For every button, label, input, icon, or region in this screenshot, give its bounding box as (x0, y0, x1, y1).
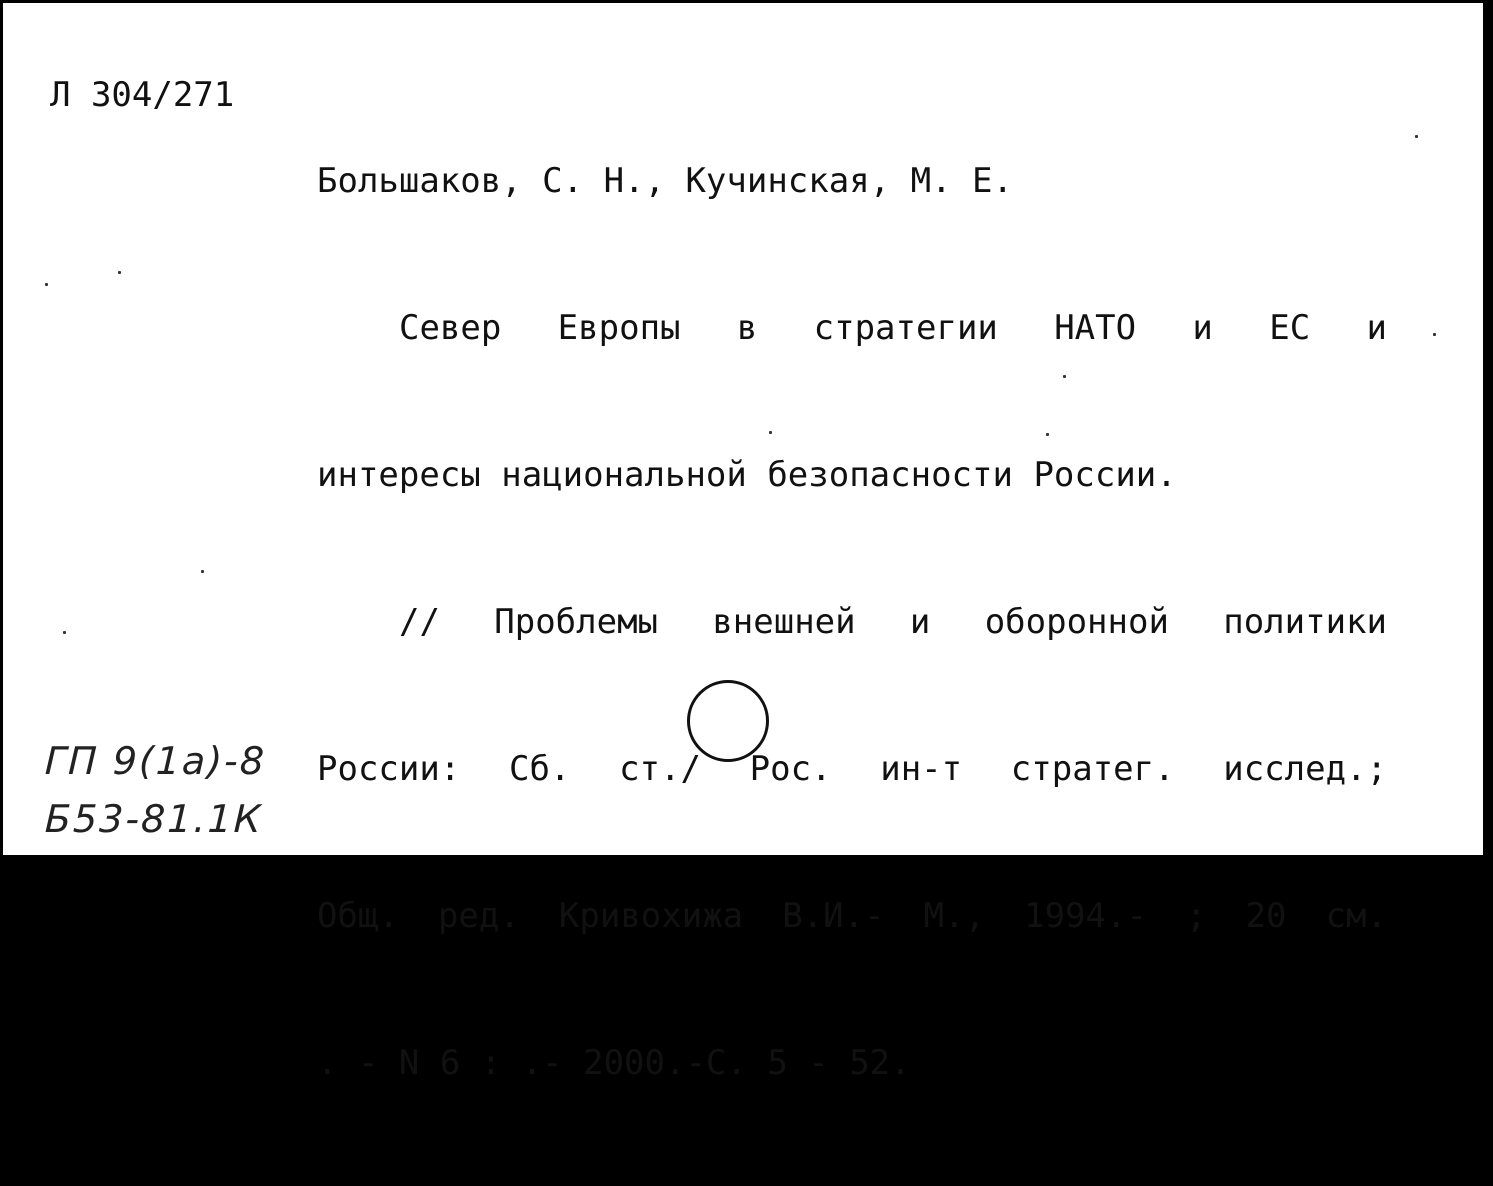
entry-source-line-1: // Проблемы внешней и оборонной политики (399, 602, 1387, 642)
scan-speck (1063, 375, 1066, 378)
entry-title-line-1: Север Европы в стратегии НАТО и ЕС и (399, 308, 1387, 348)
scan-speck (1433, 333, 1436, 336)
catalog-card (3, 3, 1483, 1083)
call-number: Л 304/271 (50, 75, 235, 115)
punch-hole (687, 680, 769, 762)
entry-source-line-3: Общ. ред. Кривохижа В.И.- М., 1994.- ; 20 см. (317, 896, 1387, 936)
scan-speck (63, 631, 66, 634)
handwritten-classification: ГП 9(1а)-8 (44, 739, 267, 783)
scan-speck (201, 570, 204, 573)
entry-source-line-4: . - N 6 : .- 2000.-С. 5 - 52. (317, 1043, 911, 1083)
scan-speck (118, 271, 121, 274)
scan-speck (45, 283, 48, 286)
scan-speck (769, 431, 772, 434)
handwritten-shelf-code: Б53-81.1К (44, 797, 264, 841)
entry-authors: Большаков, С. Н., Кучинская, М. Е. (317, 161, 1013, 201)
scan-speck (1415, 135, 1418, 138)
entry-title-line-2: интересы национальной безопасности России. (317, 455, 1177, 495)
scan-speck (1046, 433, 1049, 436)
bibliographic-entry (317, 59, 1387, 1186)
entry-source-line-2: России: Сб. ст./ Рос. ин-т стратег. исслед.; (317, 749, 1387, 789)
